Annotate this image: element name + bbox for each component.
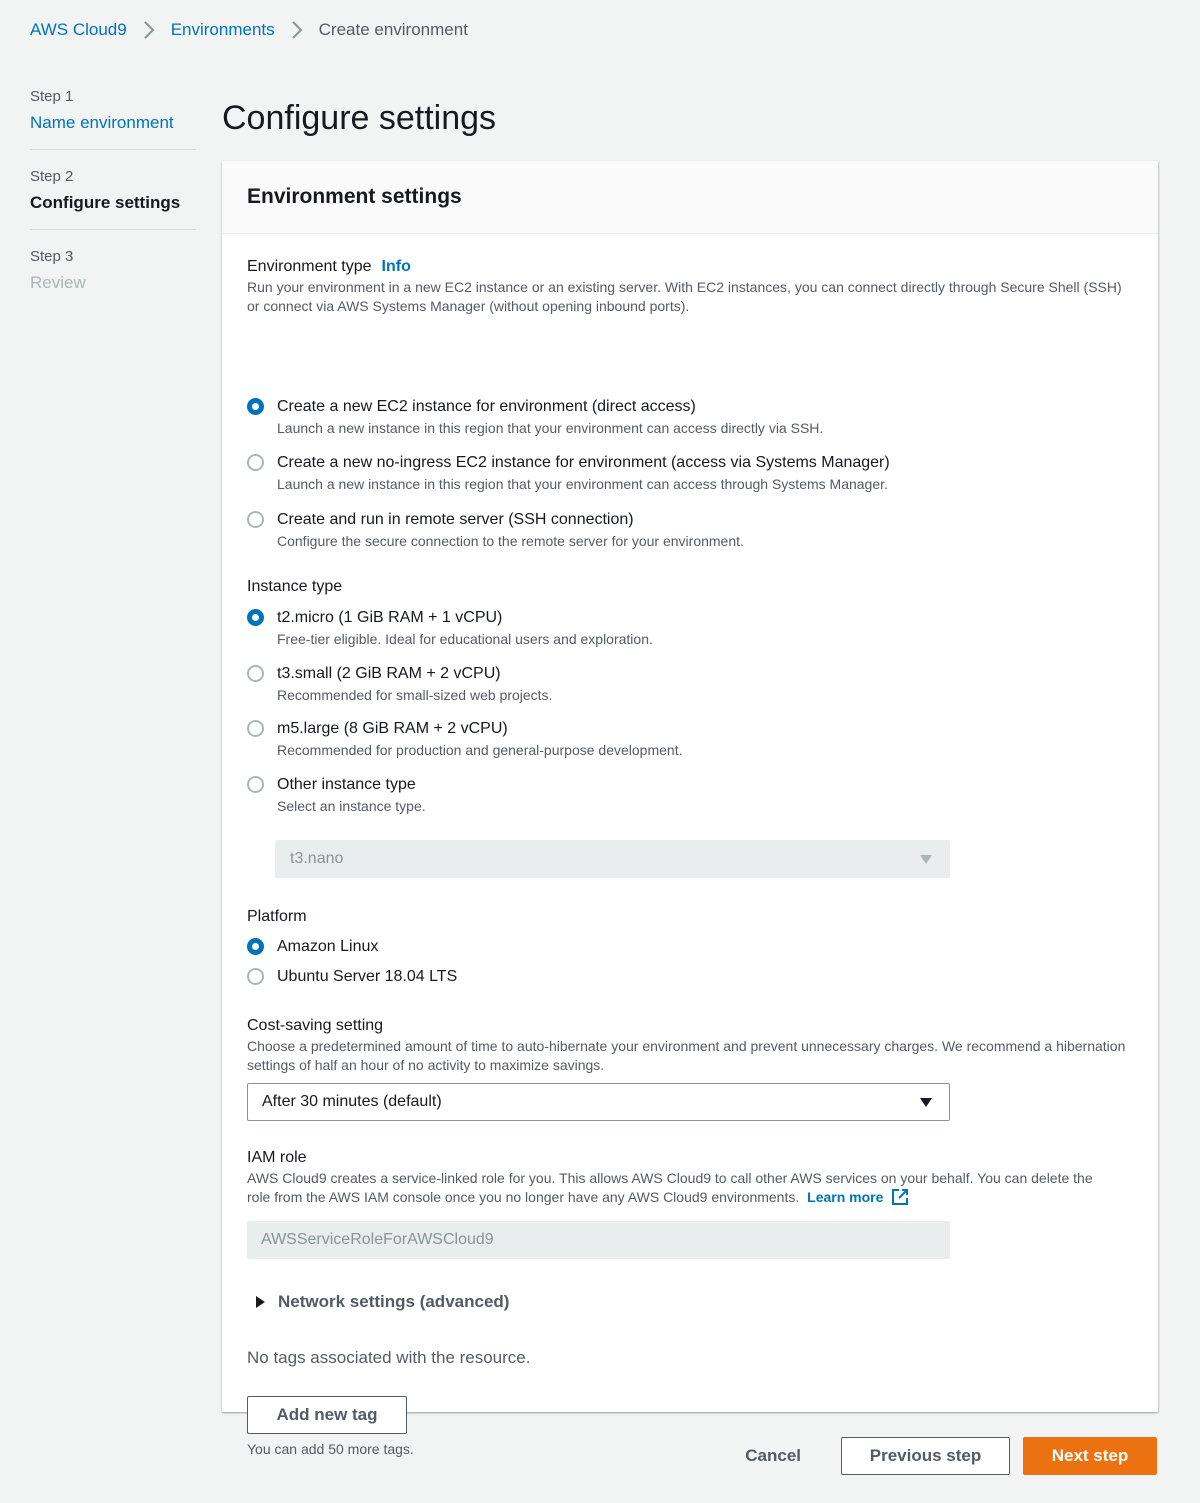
radio-unchecked-icon[interactable] [247,720,264,737]
breadcrumb-environments[interactable]: Environments [170,20,275,39]
iam-role-description [247,1169,1117,1207]
panel-header [222,161,1158,234]
instance-option-t2-micro[interactable] [247,607,653,649]
radio-description: Recommended for small-sized web projects. [277,687,553,703]
select-value: After 30 minutes (default) [262,1093,442,1110]
radio-label: Other instance type [277,776,416,793]
radio-description: Configure the secure connection to the remote server for your environment. [277,533,744,549]
environment-type-section [247,256,1137,316]
environment-type-label [247,256,1137,278]
radio-unchecked-icon[interactable] [247,776,264,793]
external-link-icon[interactable] [891,1188,909,1206]
cancel-button[interactable]: Cancel [745,1446,801,1465]
breadcrumb [30,18,468,42]
no-tags-text: No tags associated with the resource. [247,1348,531,1367]
env-option-no-ingress[interactable] [247,452,890,494]
learn-more-link[interactable]: Learn more [807,1189,884,1205]
caret-right-icon [256,1296,265,1308]
iam-role-description-text: AWS Cloud9 creates a service-linked role for you. This allows AWS Cloud9 to call other AWS services on your behalf. You can delete the role from the AWS IAM console once you no longer have any AWS Cloud9 environments. [247,1170,1093,1205]
iam-role-label: IAM role [247,1149,307,1166]
radio-checked-icon[interactable] [247,609,264,626]
radio-description: Launch a new instance in this region that your environment can access through Systems Manager. [277,476,888,492]
wizard-actions [745,1437,1157,1475]
radio-unchecked-icon[interactable] [247,511,264,528]
instance-option-m5-large[interactable] [247,718,682,760]
instance-type-label: Instance type [247,578,343,595]
radio-label: m5.large (8 GiB RAM + 2 vCPU) [277,720,508,737]
select-value: t3.nano [290,850,344,867]
breadcrumb-aws-cloud9[interactable]: AWS Cloud9 [30,20,127,39]
radio-unchecked-icon[interactable] [247,665,264,682]
platform-option-ubuntu[interactable] [247,966,457,988]
input-value: AWSServiceRoleForAWSCloud9 [261,1231,494,1248]
radio-label: t2.micro (1 GiB RAM + 1 vCPU) [277,609,503,626]
panel-title: Environment settings [247,185,462,208]
step-number: Step 1 [30,88,74,105]
instance-option-other[interactable] [247,774,426,816]
radio-description: Select an instance type. [277,798,426,814]
radio-label: Create a new EC2 instance for environment (direct access) [277,398,696,415]
expander-label: Network settings (advanced) [278,1292,510,1311]
chevron-right-icon [283,18,311,42]
env-option-remote-server[interactable] [247,509,744,551]
radio-description: Free-tier eligible. Ideal for educational users and exploration. [277,631,653,647]
step-3 [30,230,196,309]
radio-label: Create and run in remote server (SSH connection) [277,511,634,528]
tags-hint: You can add 50 more tags. [247,1441,414,1457]
radio-label: Create a new no-ingress EC2 instance for environment (access via Systems Manager) [277,454,890,471]
radio-unchecked-icon[interactable] [247,968,264,985]
wizard-steps [30,86,196,309]
caret-down-icon [920,855,932,864]
environment-type-description: Run your environment in a new EC2 instance or an existing server. With EC2 instances, you can connect directly through Secure Shell (SSH) or connect via AWS Systems Manager (without opening inbound ports). [247,279,1122,314]
step-current-configure-settings: Configure settings [30,193,181,212]
iam-role-input [247,1221,950,1259]
page-title: Configure settings [222,99,497,137]
step-number: Step 2 [30,168,74,185]
iam-role-section [247,1147,1117,1207]
add-new-tag-button[interactable]: Add new tag [247,1396,407,1434]
step-link-name-environment[interactable]: Name environment [30,113,174,132]
instance-option-t3-small[interactable] [247,663,552,705]
next-step-button[interactable]: Next step [1023,1437,1157,1475]
platform-option-amazon-linux[interactable] [247,936,378,958]
radio-label: Amazon Linux [277,938,379,955]
network-settings-expander[interactable] [247,1292,509,1312]
radio-checked-icon[interactable] [247,938,264,955]
radio-unchecked-icon[interactable] [247,454,264,471]
other-instance-type-select [275,840,950,878]
step-2 [30,150,196,230]
env-option-direct-access[interactable] [247,396,823,438]
previous-step-button[interactable]: Previous step [841,1437,1010,1475]
caret-down-icon [920,1098,932,1107]
cost-saving-label: Cost-saving setting [247,1017,384,1034]
platform-label: Platform [247,908,307,925]
step-1 [30,86,196,150]
environment-type-info-link[interactable]: Info [381,258,411,275]
radio-label: t3.small (2 GiB RAM + 2 vCPU) [277,665,501,682]
radio-checked-icon[interactable] [247,398,264,415]
cost-saving-section [247,1015,1137,1075]
chevron-right-icon [135,18,163,42]
cost-saving-description: Choose a predetermined amount of time to auto-hibernate your environment and prevent unnecessary charges. We recommend a hibernation settings of half an hour of no activity to maximize savings. [247,1038,1126,1073]
radio-description: Recommended for production and general-purpose development. [277,742,683,758]
environment-type-label-text: Environment type [247,258,372,275]
radio-description: Launch a new instance in this region that your environment can access directly via SSH. [277,420,824,436]
cost-saving-select[interactable] [247,1083,950,1121]
breadcrumb-create-environment: Create environment [318,20,468,39]
step-number: Step 3 [30,248,74,265]
radio-label: Ubuntu Server 18.04 LTS [277,968,458,985]
step-review-disabled: Review [30,273,86,292]
